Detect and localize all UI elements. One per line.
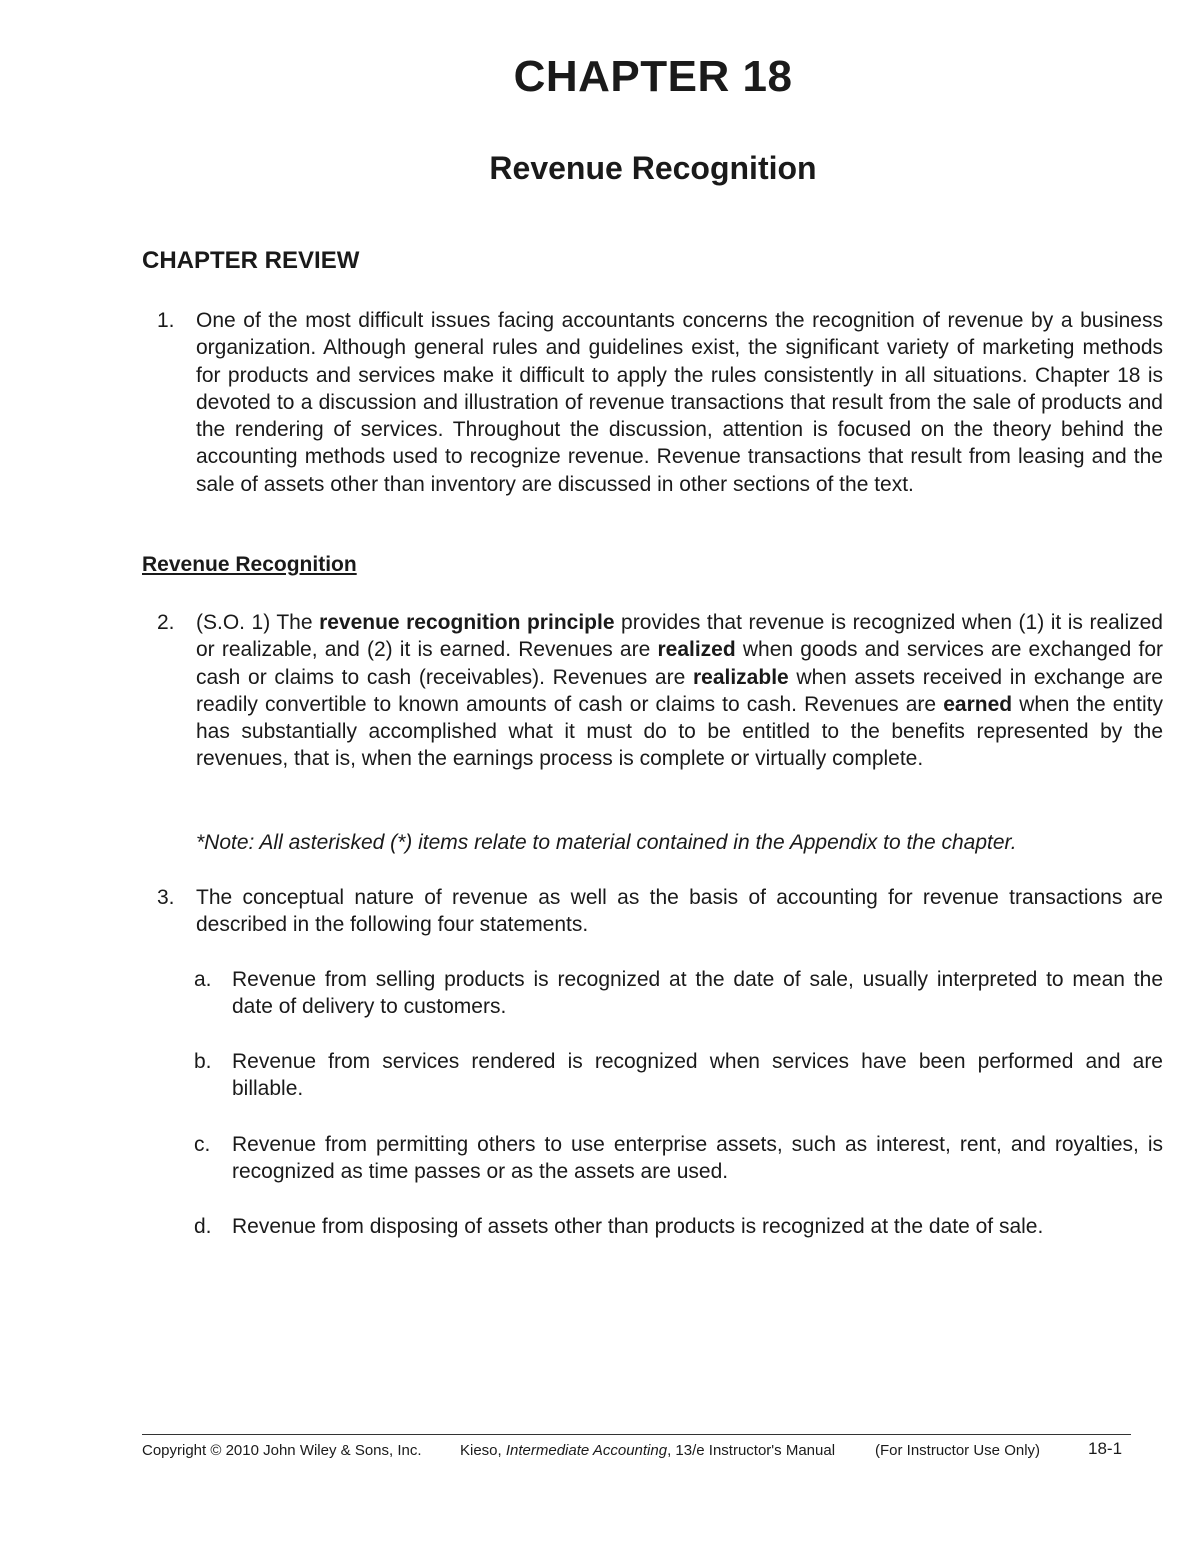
footer-copyright: Copyright © 2010 John Wiley & Sons, Inc. <box>142 1442 422 1459</box>
item-text-part: when goods and services are exchanged for cash or claims to cash (receivables). Revenues are <box>196 638 1163 689</box>
page-number: 18-1 <box>1088 1439 1123 1458</box>
item-text: One of the most difficult issues facing accountants concerns the recognition of revenue by a business organization. Although general rules and guidelines exist, the significant variety of marketing methods for products and services make it difficult to apply the rules consistently in all situations. Chapter 18 is devoted to a discussion and illustration of revenue transactions that result from the sale of products and the rendering of services. Throughout the discussion, attention is focused on the theory behind the accounting methods used to recognize revenue. Revenue transactions that result from leasing and the sale of assets other than inventory are discussed in other sections of the text. <box>196 309 1163 496</box>
footer-edition: , 13/e Instructor's Manual <box>667 1442 836 1459</box>
item-text-part: when the entity has substantially accomplished what it must do to be entitled to the benefits represented by the revenues, that is, when the earnings process is complete or virtually complete. <box>196 692 1163 771</box>
footer-author: Kieso, <box>460 1442 506 1459</box>
footer-book-title: Intermediate Accounting <box>505 1442 668 1459</box>
item-text-part: when assets received in exchange are readily convertible to known amounts of cash or claims to cash. Revenues are <box>196 665 1163 716</box>
sub-item-a <box>194 966 1163 1021</box>
item-text-part: provides that revenue is recognized when (1) it is realized or realizable, and (2) it is earned. Revenues are <box>196 611 1163 662</box>
item-number: 1. <box>157 309 175 332</box>
review-item-1 <box>157 307 1163 498</box>
sub-item-text: Revenue from selling products is recognized at the date of sale, usually interpreted to mean the date of delivery to customers. <box>232 968 1163 1019</box>
bold-term: revenue recognition principle <box>319 611 615 634</box>
sub-item-text: Revenue from disposing of assets other than products is recognized at the date of sale. <box>232 1215 1044 1238</box>
review-item-2 <box>157 609 1163 773</box>
sub-item-letter: c. <box>194 1133 211 1156</box>
sub-item-b <box>194 1048 1163 1103</box>
sub-item-c <box>194 1131 1163 1186</box>
appendix-note: *Note: All asterisked (*) items relate to material contained in the Appendix to the chapter. <box>196 831 1017 854</box>
bold-term: realized <box>657 638 736 662</box>
sub-item-letter: d. <box>194 1215 212 1238</box>
footer-book-info <box>460 1441 835 1461</box>
section-heading: CHAPTER REVIEW <box>142 247 360 274</box>
footer-usage: (For Instructor Use Only) <box>875 1442 1041 1459</box>
review-item-3 <box>157 884 1163 939</box>
item-text-part: (S.O. 1) The <box>196 611 320 634</box>
sub-item-letter: b. <box>194 1050 212 1073</box>
chapter-title: CHAPTER 18 <box>513 52 793 101</box>
sub-item-letter: a. <box>194 968 212 991</box>
item-number: 3. <box>157 886 175 909</box>
bold-term: realizable <box>692 665 789 689</box>
subheading-revenue-recognition: Revenue Recognition <box>142 553 357 576</box>
footer-divider <box>142 1434 1131 1435</box>
sub-item-text: Revenue from services rendered is recognized when services have been performed and are billable. <box>232 1050 1163 1101</box>
chapter-subtitle: Revenue Recognition <box>489 150 817 186</box>
item-text: The conceptual nature of revenue as well as the basis of accounting for revenue transactions are described in the following four statements. <box>196 886 1163 937</box>
item-number: 2. <box>157 611 175 634</box>
bold-term: earned <box>943 692 1013 716</box>
sub-item-d <box>194 1213 1163 1240</box>
sub-item-text: Revenue from permitting others to use enterprise assets, such as interest, rent, and royalties, is recognized as time passes or as the assets are used. <box>232 1133 1163 1184</box>
